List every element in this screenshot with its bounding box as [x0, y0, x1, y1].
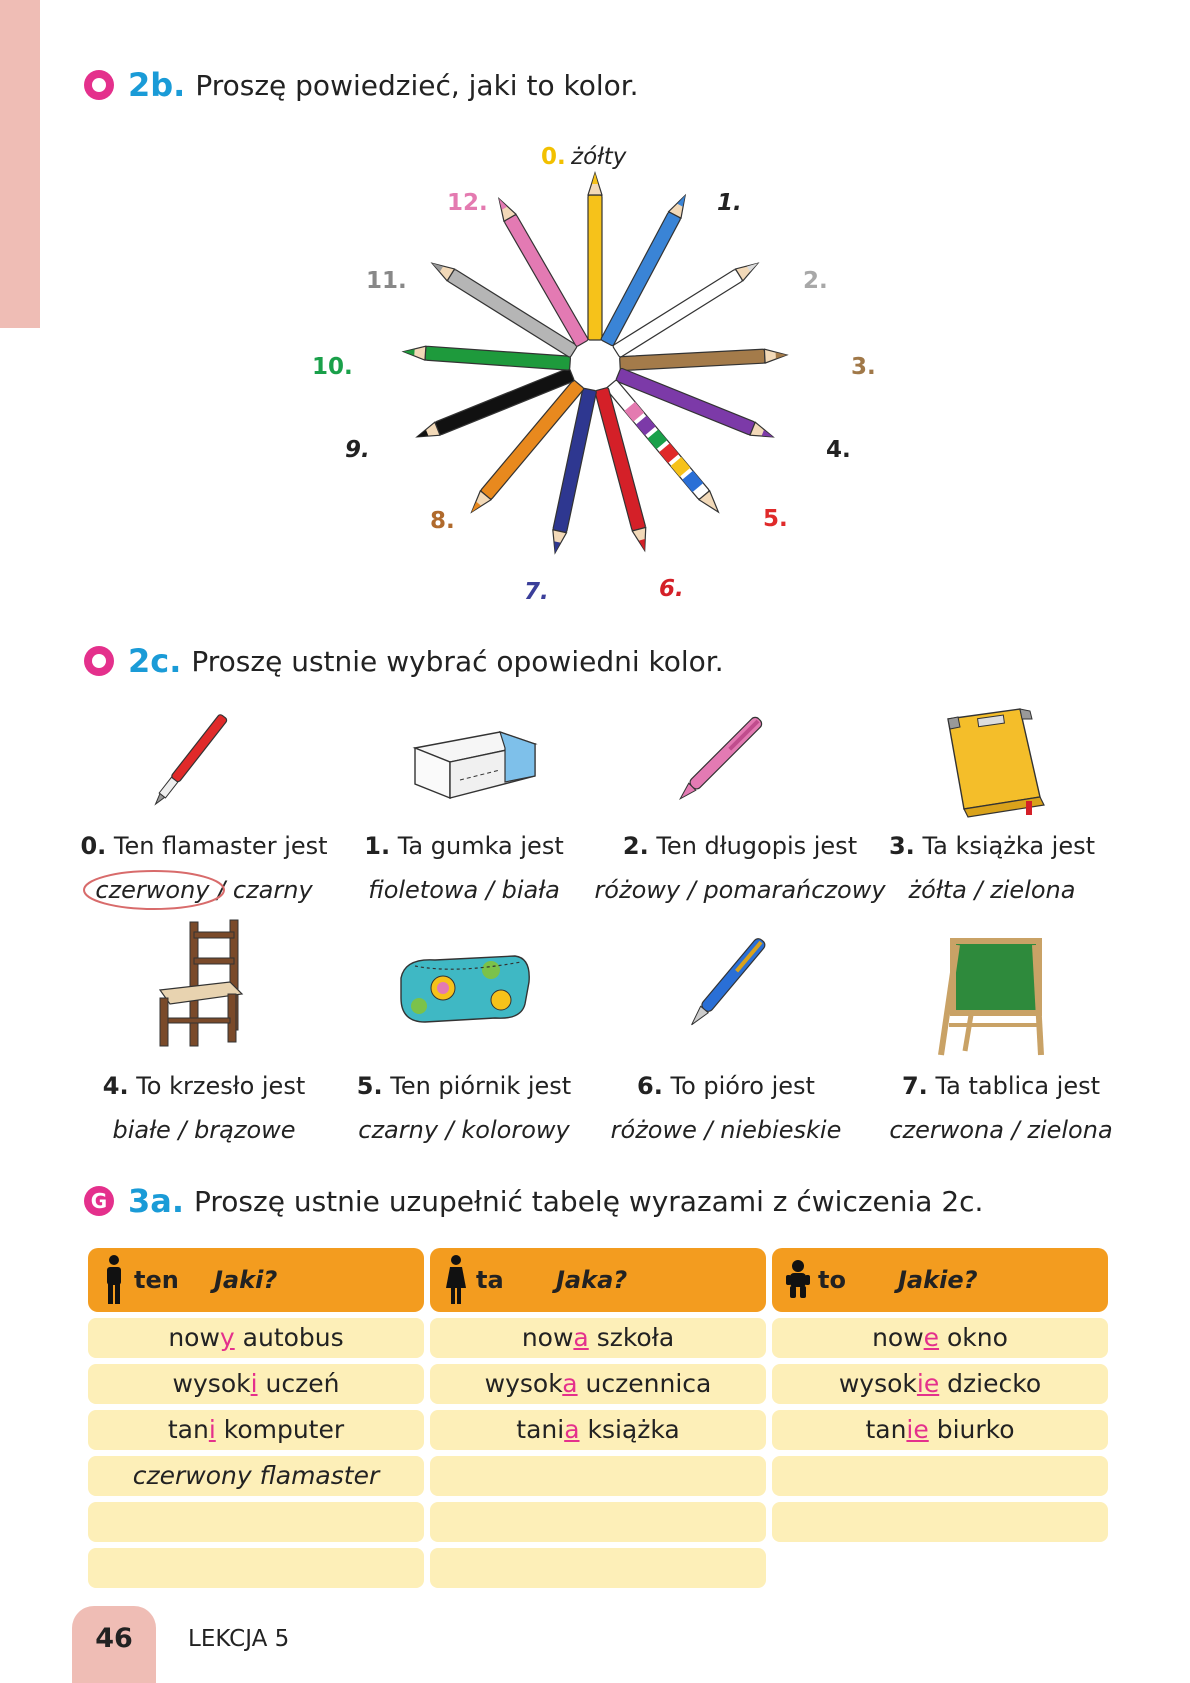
table-row-empty[interactable]: [430, 1548, 766, 1588]
pen-image: [660, 705, 775, 820]
table-row: wysokie dziecko: [772, 1364, 1108, 1404]
table-row: tania książka: [430, 1410, 766, 1450]
item-5-caption: [334, 1064, 594, 1152]
exercise-instruction: Proszę ustnie uzupełnić tabelę wyrazami z ćwiczenia 2c.: [194, 1184, 984, 1218]
item-1-caption: [334, 824, 594, 912]
pencil-brown: [620, 348, 788, 371]
book-image: [940, 705, 1050, 823]
child-icon: [778, 1260, 818, 1300]
wheel-label-8: 8.: [430, 508, 455, 534]
page-number: 46: [72, 1606, 156, 1683]
item-number: 3.: [888, 832, 915, 860]
item-number: 1.: [364, 832, 391, 860]
article: ten: [134, 1266, 179, 1294]
wheel-label-12: 12.: [447, 190, 488, 216]
table-row: tani komputer: [88, 1410, 424, 1450]
exercise-instruction: Proszę ustnie wybrać opowiedni kolor.: [191, 644, 724, 678]
table-column-feminine: [430, 1248, 766, 1588]
exercise-number: 2c.: [128, 642, 182, 680]
item-text: To pióro jest: [670, 1072, 815, 1100]
wheel-label-2: 2.: [803, 268, 828, 294]
man-icon: [94, 1254, 134, 1306]
article: to: [818, 1266, 846, 1294]
table-row: nowe okno: [772, 1318, 1108, 1358]
item-text: Ta tablica jest: [935, 1072, 1101, 1100]
item-3-caption: [862, 824, 1122, 912]
table-row: wysoka uczennica: [430, 1364, 766, 1404]
table-row: nowy autobus: [88, 1318, 424, 1358]
eraser-image: [405, 718, 540, 808]
table-row-empty[interactable]: [88, 1502, 424, 1542]
table-row: tanie biurko: [772, 1410, 1108, 1450]
fountain-pen-image: [668, 928, 783, 1043]
question-word: Jakie?: [898, 1266, 978, 1294]
wheel-label-7: 7.: [524, 579, 549, 605]
table-column-neuter: [772, 1248, 1108, 1542]
item-options: żółta / zielona: [908, 876, 1076, 904]
speaking-icon: [84, 646, 114, 676]
table-row-empty[interactable]: [430, 1502, 766, 1542]
table-header: [772, 1248, 1108, 1312]
wheel-label-9: 9.: [345, 437, 370, 463]
pencil-purple: [616, 368, 776, 444]
item-0-caption: 0. Ten flamaster jest czerwony / czarny: [74, 824, 334, 912]
table-row-empty[interactable]: [430, 1456, 766, 1496]
item-text: Ten piórnik jest: [390, 1072, 572, 1100]
exercise-number: 3a.: [128, 1182, 185, 1220]
pencil-case-image: [395, 948, 535, 1028]
woman-icon: [436, 1254, 476, 1306]
pencil-green: [403, 345, 571, 371]
item-text: Ten flamaster jest: [113, 832, 328, 860]
wheel-label-4: 4.: [826, 437, 851, 463]
item-2-caption: [590, 824, 890, 912]
exercise-2c-heading: [84, 642, 724, 680]
chair-image: [150, 918, 250, 1048]
item-options: czerwona / zielona: [889, 1116, 1113, 1144]
table-header: [88, 1248, 424, 1312]
exercise-instruction: Proszę powiedzieć, jaki to kolor.: [195, 68, 639, 102]
wheel-label-0-word: żółty: [571, 144, 627, 170]
table-row: nowa szkoła: [430, 1318, 766, 1358]
answer-circle: [79, 866, 229, 916]
item-number: 5.: [356, 1072, 383, 1100]
pencil-color-wheel: [0, 0, 1190, 640]
pencil-blue: [601, 192, 692, 346]
table-row-empty[interactable]: [772, 1502, 1108, 1542]
question-word: Jaki?: [214, 1266, 278, 1294]
table-row-empty[interactable]: [772, 1456, 1108, 1496]
item-text: Ten długopis jest: [656, 832, 858, 860]
table-row-example: czerwony flamaster: [88, 1456, 424, 1496]
table-row-empty[interactable]: [88, 1548, 424, 1588]
item-options: różowy / pomarańczowy: [594, 876, 886, 904]
item-4-caption: [74, 1064, 334, 1152]
item-6-caption: [596, 1064, 856, 1152]
wheel-label-11: 11.: [366, 268, 407, 294]
item-number: 6.: [637, 1072, 663, 1100]
item-text: Ta książka jest: [922, 832, 1096, 860]
table-row: wysoki uczeń: [88, 1364, 424, 1404]
wheel-label-6: 6.: [659, 576, 684, 602]
item-number: 7.: [901, 1072, 928, 1100]
pencil-yellow: [588, 173, 602, 340]
article: ta: [476, 1266, 504, 1294]
grammar-icon: G: [84, 1186, 114, 1216]
lesson-label: LEKCJA 5: [188, 1626, 290, 1652]
marker-image: [130, 700, 250, 820]
wheel-label-5: 5.: [763, 506, 788, 532]
item-number: 4.: [102, 1072, 129, 1100]
item-text: To krzesło jest: [136, 1072, 306, 1100]
exercise-number: 2b.: [128, 66, 186, 104]
item-number: 0.: [80, 832, 107, 860]
circled-answer: czerwony: [95, 868, 209, 912]
table-column-masculine: [88, 1248, 424, 1588]
item-number: 2.: [622, 832, 649, 860]
item-text: Ta gumka jest: [397, 832, 564, 860]
exercise-3a-heading: [84, 1182, 983, 1220]
blackboard-image: [935, 935, 1045, 1057]
wheel-label-1: 1.: [717, 190, 742, 216]
item-options: fioletowa / biała: [368, 876, 560, 904]
item-7-caption: [856, 1064, 1146, 1152]
table-header: [430, 1248, 766, 1312]
wheel-label-10: 10.: [312, 354, 353, 380]
item-options: czarny / kolorowy: [358, 1116, 570, 1144]
wheel-label-3: 3.: [851, 354, 876, 380]
item-options: różowe / niebieskie: [610, 1116, 842, 1144]
pencil-white: [612, 257, 761, 357]
pencil-black: [414, 368, 574, 444]
item-options: białe / brązowe: [112, 1116, 296, 1144]
wheel-label-0-num: 0.: [541, 144, 566, 170]
question-word: Jaka?: [556, 1266, 628, 1294]
